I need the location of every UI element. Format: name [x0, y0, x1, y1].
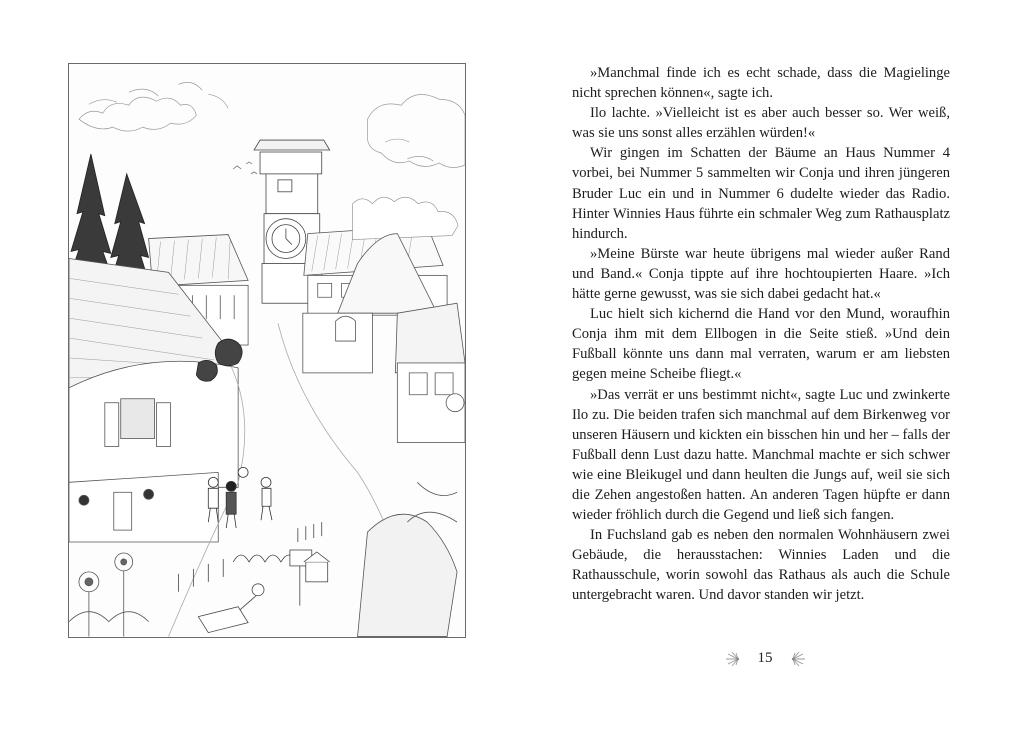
village-sketch-icon — [69, 64, 465, 637]
paragraph: »Das verrät er uns bestimmt nicht«, sagte Luc und zwinkerte Ilo zu. Die beiden trafen sich manchmal auf dem Birkenweg vor unseren Häusern und kickten ein bisschen hin und her – falls der Fußball denn Lust dazu hatte. Manchmal machte er sich schwer wie eine Bleikugel und dann heulten die Jungs auf, weil sie sich die Zehen angestoßen hatten. An anderen Tagen hüpfte er dann wieder fröhlich durch die Gegend und ließ sich fangen. — [572, 386, 950, 524]
paragraph: Luc hielt sich kichernd die Hand vor den Mund, woraufhin Conja ihm mit dem Ellbogen in die Seite stieß. »Und dein Fußball könnte uns dann mal verraten, warum er am liebsten gegen meine Scheibe fliegt.« — [572, 306, 950, 383]
village-illustration — [68, 63, 466, 638]
right-page — [510, 0, 1020, 738]
page-footer — [510, 650, 1020, 667]
paragraph: In Fuchsland gab es neben den normalen Wohnhäusern zwei Gebäude, die herausstachen: Winnies Laden und die Rathausschule, worin sowohl das Rathaus als auch die Schule untergebracht waren. Und davor standen wir jetzt. — [572, 527, 950, 604]
page-number: 15 — [757, 650, 773, 666]
star-sprig-ornament-icon — [724, 651, 744, 667]
paragraph: »Manchmal finde ich es echt schade, dass die Magielinge nicht sprechen können«, sagte ich. — [572, 65, 950, 102]
paragraph: Ilo lachte. »Vielleicht ist es aber auch besser so. Wer weiß, was sie uns sonst alles erzählen würden!« — [572, 105, 950, 142]
star-sprig-ornament-icon — [787, 651, 807, 667]
body-text — [572, 63, 950, 606]
paragraph: Wir gingen im Schatten der Bäume an Haus Nummer 4 vorbei, bei Nummer 5 sammelten wir Conja und ihren jüngeren Bruder Luc ein und in Nummer 6 dudelte wieder das Radio. Hinter Winnies Haus führte ein schmaler Weg zum Rathausplatz hindurch. — [572, 145, 950, 242]
paragraph: »Meine Bürste war heute übrigens mal wieder außer Rand und Band.« Conja tippte auf ihre hochtoupierten Haare. »Ich hätte gerne gewusst, was sie sich dabei gedacht hat.« — [572, 245, 950, 303]
